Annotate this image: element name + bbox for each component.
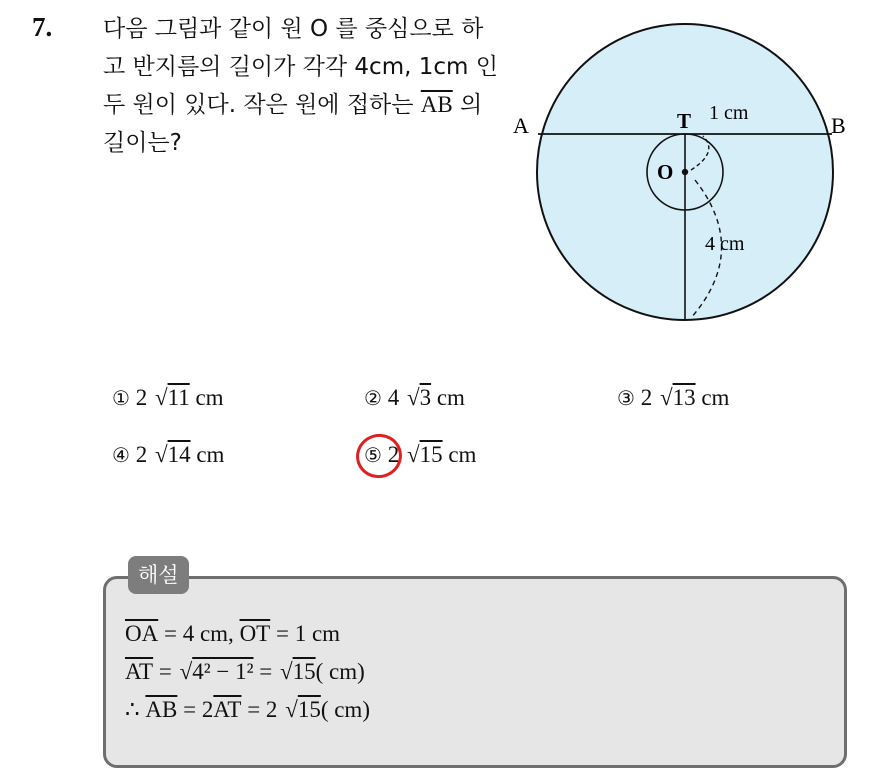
circle-figure <box>505 20 850 334</box>
choice-4-radicand: 14 <box>167 442 191 467</box>
choice-5-radicand: 15 <box>419 442 443 467</box>
question-text <box>103 10 498 162</box>
line3-eq: = 2 <box>177 697 214 722</box>
question-text-before: 다음 그림과 같이 원 O 를 중심으로 하고 반지름의 길이가 각각 4cm, 1cm 인 두 원이 있다. 작은 원에 접하는 <box>103 16 498 118</box>
choice-3-coef: 2 <box>640 385 653 410</box>
segment-at: $\overline{AT}$ <box>125 659 154 684</box>
choice-3-mark: ③ <box>617 386 635 410</box>
line2-eq: = <box>153 659 178 684</box>
label-a: A <box>513 113 529 138</box>
label-small-radius: 1 cm <box>709 102 749 124</box>
segment-at-2: $\overline{AT}$ <box>213 697 242 722</box>
choice-1-radicand: 11 <box>167 385 190 410</box>
solution-line-1 <box>125 615 370 653</box>
choice-3[interactable]: ③ 2 √13 cm <box>617 385 730 410</box>
solution-tag: 해설 <box>128 556 189 594</box>
line1-eq2: = 1 cm <box>270 621 341 646</box>
choice-5-unit: cm <box>448 442 477 467</box>
label-large-radius: 4 cm <box>705 233 745 255</box>
choice-1-unit: cm <box>195 385 224 410</box>
choice-3-unit: cm <box>701 385 730 410</box>
choice-5[interactable]: ⑤ 2 √15 cm <box>364 442 476 468</box>
line2-unit: ( cm) <box>315 659 365 684</box>
line2-result-radicand: 15 <box>292 659 316 684</box>
line3-eq2: = 2 <box>241 697 284 722</box>
choice-4-mark: ④ <box>112 443 130 467</box>
choice-2-unit: cm <box>436 385 465 410</box>
choice-2-mark: ② <box>364 386 382 410</box>
label-o: O <box>657 160 674 184</box>
solution-line-2: $\overline{AT} = √4^2 - 1^2 = √15$( cm) <box>125 659 365 684</box>
selected-answer-ring <box>351 429 407 483</box>
segment-ot: $\overline{OT}$ <box>239 621 271 646</box>
choice-3-radicand: 13 <box>672 385 696 410</box>
solution-line-3: ∴ $\overline{AB} = 2\overline{AT} = 2$ √15( cm) <box>125 697 370 722</box>
choice-2-coef: 4 <box>387 385 400 410</box>
segment-ab-label: $\overline{AB}$ <box>420 92 453 117</box>
center-point <box>682 169 688 175</box>
choice-1[interactable]: ① 2 √11 cm <box>112 385 224 410</box>
label-t: T <box>677 109 692 133</box>
choice-1-mark: ① <box>112 386 130 410</box>
choice-5-mark: ⑤ <box>364 443 382 467</box>
choice-4-unit: cm <box>196 442 225 467</box>
choice-4-coef: 2 <box>135 442 148 467</box>
choice-4[interactable]: ④ 2 √14 cm <box>112 442 225 467</box>
segment-oa: $\overline{OA}$ <box>125 621 159 646</box>
question-text-after: 의 길이는? <box>103 92 483 156</box>
label-b: B <box>831 113 846 138</box>
line3-radicand: 15 <box>297 697 321 722</box>
choice-2-radicand: 3 <box>419 385 432 410</box>
segment-ab: $\overline{AB}$ <box>145 697 178 722</box>
solution-lines <box>125 615 370 729</box>
choice-1-coef: 2 <box>135 385 148 410</box>
therefore-symbol: ∴ <box>125 697 146 722</box>
line2-radicand: 4² − 1² <box>192 659 254 684</box>
line1-eq1: = 4 cm, <box>158 621 240 646</box>
question-number: 7. <box>32 12 53 42</box>
line3-unit: ( cm) <box>320 697 370 722</box>
line2-eq2: = <box>253 659 278 684</box>
concentric-circles-diagram <box>505 20 850 330</box>
choice-2[interactable]: ② 4 √3 cm <box>364 385 465 410</box>
choice-5-coef: 2 <box>387 442 400 467</box>
